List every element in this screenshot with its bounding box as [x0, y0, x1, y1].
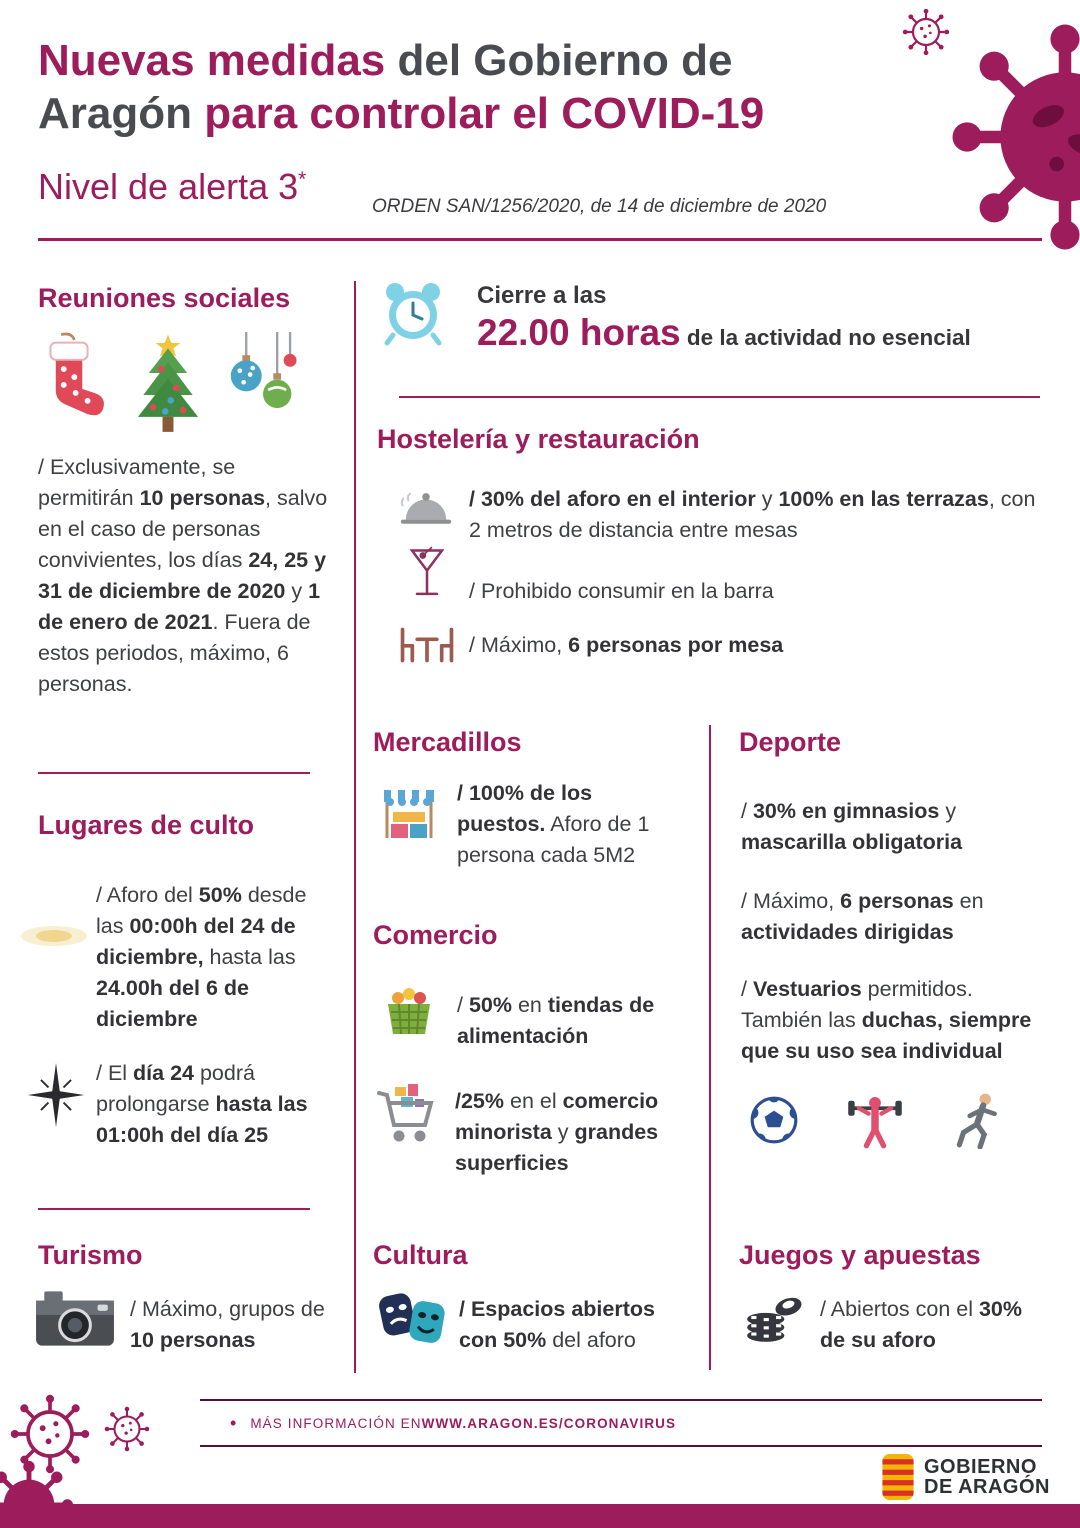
seg: /25%: [455, 1089, 505, 1113]
candle-glow-icon: [18, 916, 90, 956]
hosteleria-item-2: [469, 576, 1044, 607]
title-rest-2: Aragón: [38, 89, 205, 138]
seg: hasta las 01:00h del día 25: [96, 1092, 308, 1147]
page-title: [38, 34, 898, 140]
market-stall-icon: [381, 786, 437, 844]
seg: 30% en gimnasios: [752, 799, 940, 823]
shopping-cart-icon: [375, 1080, 439, 1152]
seg: desde las: [96, 883, 307, 938]
seg: y: [285, 579, 309, 603]
seg: actividades dirigidas: [741, 920, 954, 944]
culto-item-2: [96, 1058, 336, 1151]
divider: [38, 1208, 310, 1210]
more-info-label: MÁS INFORMACIÓN EN: [250, 1415, 422, 1431]
star-icon: [24, 1060, 88, 1130]
seg: /: [457, 993, 469, 1017]
soccer-ball-icon: [747, 1093, 801, 1147]
hosteleria-item-1: [469, 484, 1044, 546]
seg: 1 de enero de 2021: [38, 579, 321, 634]
gobierno-aragon-logo: [882, 1454, 1050, 1500]
header-divider: [38, 238, 1042, 241]
seg: hasta las: [203, 945, 296, 969]
section-heading-culto: Lugares de culto: [38, 810, 255, 840]
table-chairs-icon: [396, 624, 458, 666]
seg: / El: [96, 1061, 134, 1085]
seg: en el: [504, 1089, 563, 1113]
divider-vertical: [709, 725, 711, 1370]
seg: Vestuarios: [752, 977, 862, 1001]
logo-line1: GOBIERNO: [924, 1456, 1037, 1478]
seg: 100% en las terrazas: [778, 487, 989, 511]
serving-cloche-icon: [399, 486, 453, 528]
divider-vertical: [354, 281, 356, 1373]
seg: / Espacios abiertos con 50%: [459, 1297, 655, 1352]
seg: del aforo: [546, 1328, 636, 1352]
alert-level-text: Nivel de alerta 3: [38, 166, 299, 207]
seg: y: [755, 487, 779, 511]
seg: / Máximo, grupos de: [130, 1297, 325, 1321]
cultura-text: [459, 1294, 699, 1356]
footer-info-band: [200, 1399, 1042, 1447]
comercio-item-1: [457, 990, 697, 1052]
seg: en: [953, 889, 984, 913]
seg: , salvo en el caso de personas convivientes, los días: [38, 486, 328, 572]
seg: 30% de su aforo: [820, 1297, 1022, 1352]
seg: / Abiertos con el: [820, 1297, 979, 1321]
section-heading-deporte: Deporte: [739, 727, 842, 757]
closure-line2: [477, 312, 971, 354]
weightlifter-icon: [845, 1090, 905, 1150]
seg: y: [551, 1120, 575, 1144]
seg: comercio minorista: [455, 1089, 659, 1144]
deporte-item-2: [741, 886, 1041, 948]
camera-icon: [34, 1286, 116, 1350]
logo-line2: DE ARAGÓN: [924, 1476, 1050, 1498]
coronavirus-small-icon: [102, 1404, 152, 1454]
divider: [399, 396, 1040, 398]
bullet-icon: •: [230, 1412, 237, 1433]
seg: / 100% de los puestos.: [457, 781, 593, 836]
section-heading-juegos: Juegos y apuestas: [739, 1240, 981, 1270]
seg: tiendas de alimentación: [457, 993, 655, 1048]
seg: grandes superficies: [455, 1120, 659, 1175]
seg: / Prohibido consumir en la barra: [469, 579, 774, 603]
order-reference: ORDEN SAN/1256/2020, de 14 de diciembre de 2020: [372, 196, 827, 217]
seg: podrá prolongarse: [96, 1061, 255, 1116]
seg: 00:00h del 24 de diciembre,: [96, 914, 296, 969]
seg: . Fuera de estos periodos, máximo, 6 personas.: [38, 610, 311, 696]
coronavirus-icon: [940, 12, 1080, 262]
seg: / Aforo del: [96, 883, 199, 907]
seg: / 30% del aforo en el interior: [469, 487, 756, 511]
turismo-text: [130, 1294, 335, 1356]
seg: permitidos. También las: [741, 977, 973, 1032]
closure-notice: [477, 282, 971, 354]
social-gatherings-text: [38, 452, 332, 700]
seg: 24.00h del 6 de diciembre: [96, 976, 249, 1031]
theater-masks-icon: [377, 1288, 449, 1350]
seg: 10 personas: [139, 486, 266, 510]
logo-text: [924, 1457, 1050, 1497]
deporte-item-3: [741, 974, 1043, 1067]
alarm-clock-icon: [379, 279, 447, 347]
closure-line1: Cierre a las: [477, 282, 607, 309]
poker-chips-icon: [743, 1288, 805, 1346]
info-url[interactable]: WWW.ARAGON.ES/CORONAVIRUS: [421, 1415, 677, 1431]
seg: 24, 25 y 31 de diciembre de 2020: [38, 548, 327, 603]
closure-time: 22.00 horas: [477, 312, 681, 353]
seg: 50%: [198, 883, 242, 907]
title-accent-1: Nuevas medidas: [38, 36, 386, 85]
seg: duchas, siempre que su uso sea individual: [741, 1008, 1032, 1063]
seg: y: [939, 799, 957, 823]
alert-level: [38, 166, 306, 208]
seg: / Exclusivamente, se permitirán: [38, 455, 236, 510]
section-heading-comercio: Comercio: [373, 920, 498, 950]
section-heading-mercadillos: Mercadillos: [373, 727, 522, 757]
stocking-icon: [34, 332, 112, 430]
christmas-icons: [34, 332, 302, 436]
culto-item-1: [96, 880, 336, 1035]
seg: /: [741, 977, 753, 1001]
section-heading-cultura: Cultura: [373, 1240, 468, 1270]
section-heading-turismo: Turismo: [38, 1240, 143, 1270]
seg: mascarilla obligatoria: [741, 830, 963, 854]
seg: 6 personas por mesa: [568, 633, 784, 657]
seg: 6 personas: [840, 889, 954, 913]
section-heading-hosteleria: Hostelería y restauración: [377, 424, 700, 454]
food-basket-icon: [381, 982, 437, 1040]
divider: [38, 772, 310, 774]
baubles-icon: [224, 332, 302, 430]
seg: / Máximo,: [741, 889, 841, 913]
aragon-flag-icon: [882, 1454, 914, 1500]
bottom-accent-bar: [0, 1504, 1080, 1528]
cocktail-icon: [407, 542, 447, 604]
seg: Aforo de 1 persona cada 5M2: [457, 812, 650, 867]
mercadillos-text: [457, 778, 685, 871]
sports-icons: [747, 1090, 1007, 1150]
seg: en: [512, 993, 548, 1017]
deporte-item-1: [741, 796, 1036, 858]
christmas-tree-icon: [126, 332, 210, 436]
runner-icon: [949, 1091, 1007, 1149]
hosteleria-item-3: [469, 630, 1044, 661]
seg: 10 personas: [130, 1328, 256, 1352]
seg: día 24: [133, 1061, 194, 1085]
closure-suffix: de la actividad no esencial: [680, 325, 971, 350]
seg: 50%: [468, 993, 512, 1017]
seg: , con 2 metros de distancia entre mesas: [469, 487, 1036, 542]
seg: / Máximo,: [469, 633, 569, 657]
title-rest-1: del Gobierno de: [385, 36, 733, 85]
comercio-item-2: [455, 1086, 700, 1179]
seg: /: [741, 799, 753, 823]
title-accent-2: para controlar el COVID-19: [204, 89, 765, 138]
section-heading-reuniones: Reuniones sociales: [38, 283, 291, 313]
alert-asterisk: *: [298, 168, 307, 191]
juegos-text: [820, 1294, 1040, 1356]
